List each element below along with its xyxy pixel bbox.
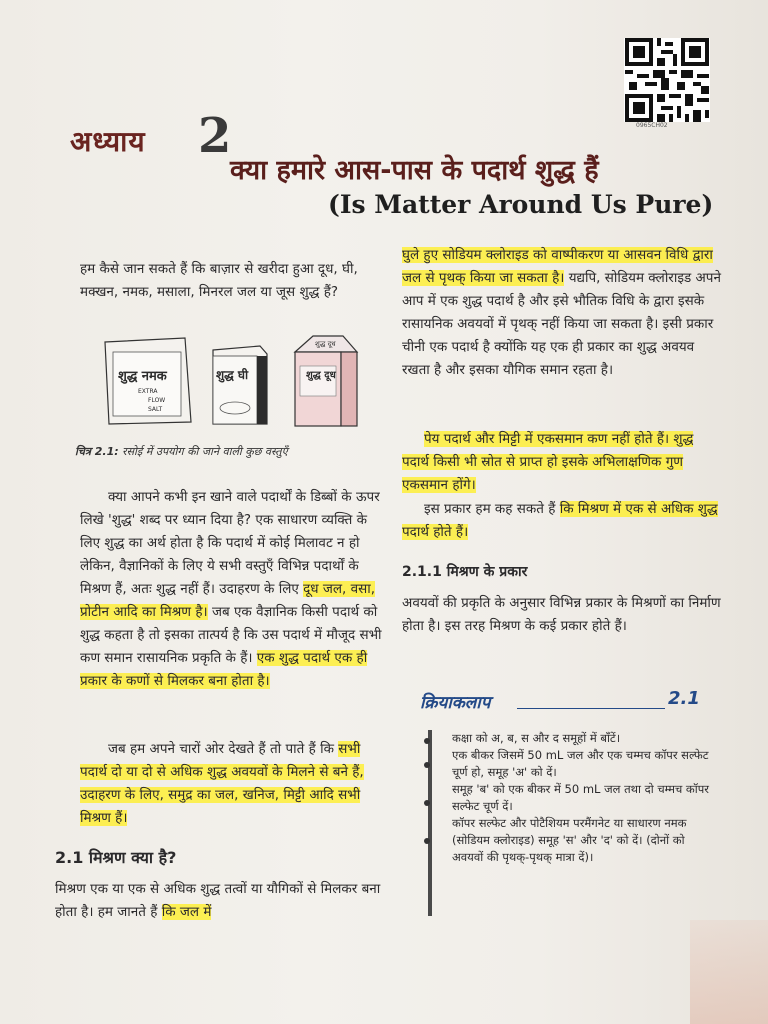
activity-step-4: कॉपर सल्फेट और पोटैशियम परमैंगनेट या साधारण नमक (सोडियम क्लोराइड) समूह 'स' और 'द' को दें। (दोनों को अवयवों की पृथक्-पृथक् मात्रा दें)।	[452, 816, 687, 864]
activity-number: 2.1	[668, 688, 700, 709]
activity-step-1: कक्षा को अ, ब, स और द समूहों में बाँटें।	[452, 731, 621, 745]
section-2-1-1-heading: 2.1.1 मिश्रण के प्रकार	[402, 564, 528, 580]
salt-pack-salt: SALT	[148, 406, 163, 413]
activity-title-rule	[517, 708, 665, 709]
section-2-1-heading: 2.1 मिश्रण क्या है?	[55, 848, 177, 867]
chapter-label: अध्याय	[70, 125, 146, 158]
salt-pack-label: शुद्ध नमक	[118, 369, 167, 384]
paragraph-types-of-mixtures: अवयवों की प्रकृति के अनुसार विभिन्न प्रकार के मिश्रणों का निर्माण होता है। इस तरह मिश्रण के कई प्रकार होते हैं।	[402, 595, 721, 634]
activity-title: क्रियाकलाप	[420, 693, 491, 713]
chapter-title-hindi: क्या हमारे आस-पास के पदार्थ शुद्ध हैं	[230, 155, 599, 186]
chapter-number: 2	[198, 108, 232, 164]
activity-bullet-icon	[424, 838, 430, 844]
salt-pack-extra: EXTRA	[138, 388, 158, 395]
figure-caption: चित्र 2.1: रसोई में उपयोग की जाने वाली कुछ वस्तुएँ	[75, 445, 288, 458]
activity-bullet-icon	[424, 762, 430, 768]
salt-pack-flow: FLOW	[148, 397, 166, 404]
qr-code-icon	[624, 38, 710, 122]
activity-step-2: एक बीकर जिसमें 50 mL जल और एक चम्मच कॉपर सल्फेट चूर्ण हो, समूह 'अ' को दें।	[452, 748, 709, 779]
page-edge-shading	[690, 920, 768, 1024]
paragraph-sodium-chloride: घुले हुए सोडियम क्लोराइड को वाष्पीकरण या आसवन विधि द्वारा जल से पृथक् किया जा सकता है। यद्यपि, सोडियम क्लोराइड अपने आप में एक शुद्ध पदार्थ है और इसे भौतिक विधि के द्वारा इसके रासायनिक अवयवों में पृथक् नहीं किया जा सकता है। इसी प्रकार चीनी एक पदार्थ है क्योंकि यह एक ही प्रकार का शुद्ध अवयव रखता है और इसका यौगिक समान रहता है।	[402, 247, 721, 378]
activity-bullet-icon	[424, 738, 430, 744]
paragraph-mixture-definition: मिश्रण एक या एक से अधिक शुद्ध तत्वों या यौगिकों से मिलकर बना होता है। हम जानते हैं कि जल में	[55, 881, 381, 920]
paragraph-mixture-conclusion: इस प्रकार हम कह सकते हैं कि मिश्रण में एक से अधिक शुद्ध पदार्थ होते हैं।	[402, 501, 718, 540]
chapter-title-english: (Is Matter Around Us Pure)	[328, 190, 714, 219]
intro-question: हम कैसे जान सकते हैं कि बाज़ार से खरीदा हुआ दूध, घी, मक्खन, नमक, मसाला, मिनरल जल या जूस शुद्ध हैं?	[80, 261, 358, 300]
qr-code-id: 0965CH02	[636, 122, 668, 129]
activity-step-3: समूह 'ब' को एक बीकर में 50 mL जल तथा दो चम्मच कॉपर सल्फेट चूर्ण दें।	[452, 782, 709, 813]
paragraph-mixtures-around: जब हम अपने चारों ओर देखते हैं तो पाते हैं कि सभी पदार्थ दो या दो से अधिक शुद्ध अवयवों के मिलने से बने हैं, उदाहरण के लिए, समुद्र का जल, खनिज, मिट्टी आदि सभी मिश्रण हैं।	[80, 741, 364, 826]
milk-carton-top: शुद्ध दूध	[315, 340, 336, 348]
milk-carton-label: शुद्ध दूध	[306, 370, 336, 381]
paragraph-uniform-particles: पेय पदार्थ और मिट्टी में एकसमान कण नहीं होते हैं। शुद्ध पदार्थ किसी भी स्रोत से प्राप्त हो इसके अभिलाक्षणिक गुण एकसमान होंगे।	[402, 431, 694, 493]
activity-steps	[452, 730, 710, 866]
ghee-box-label: शुद्ध घी	[216, 368, 249, 382]
paragraph-pure-meaning: क्या आपने कभी इन खाने वाले पदार्थों के डिब्बों के ऊपर लिखे 'शुद्ध' शब्द पर ध्यान दिया है? एक साधारण व्यक्ति के लिए शुद्ध का अर्थ होता है कि पदार्थ में कोई मिलावट न हो लेकिन, वैज्ञानिकों के लिए ये सभी वस्तुएँ विभिन्न पदार्थों के मिश्रण हैं, अतः शुद्ध नहीं हैं। उदाहरण के लिए दूध जल, वसा, प्रोटीन आदि का मिश्रण है। जब एक वैज्ञानिक किसी पदार्थ को शुद्ध कहता है तो इसका तात्पर्य है कि उस पदार्थ में मौजूद सभी कण समान रासायनिक प्रकृति के हैं। एक शुद्ध पदार्थ एक ही प्रकार के कणों से मिलकर बना होता है।	[80, 489, 382, 689]
activity-bullet-icon	[424, 800, 430, 806]
